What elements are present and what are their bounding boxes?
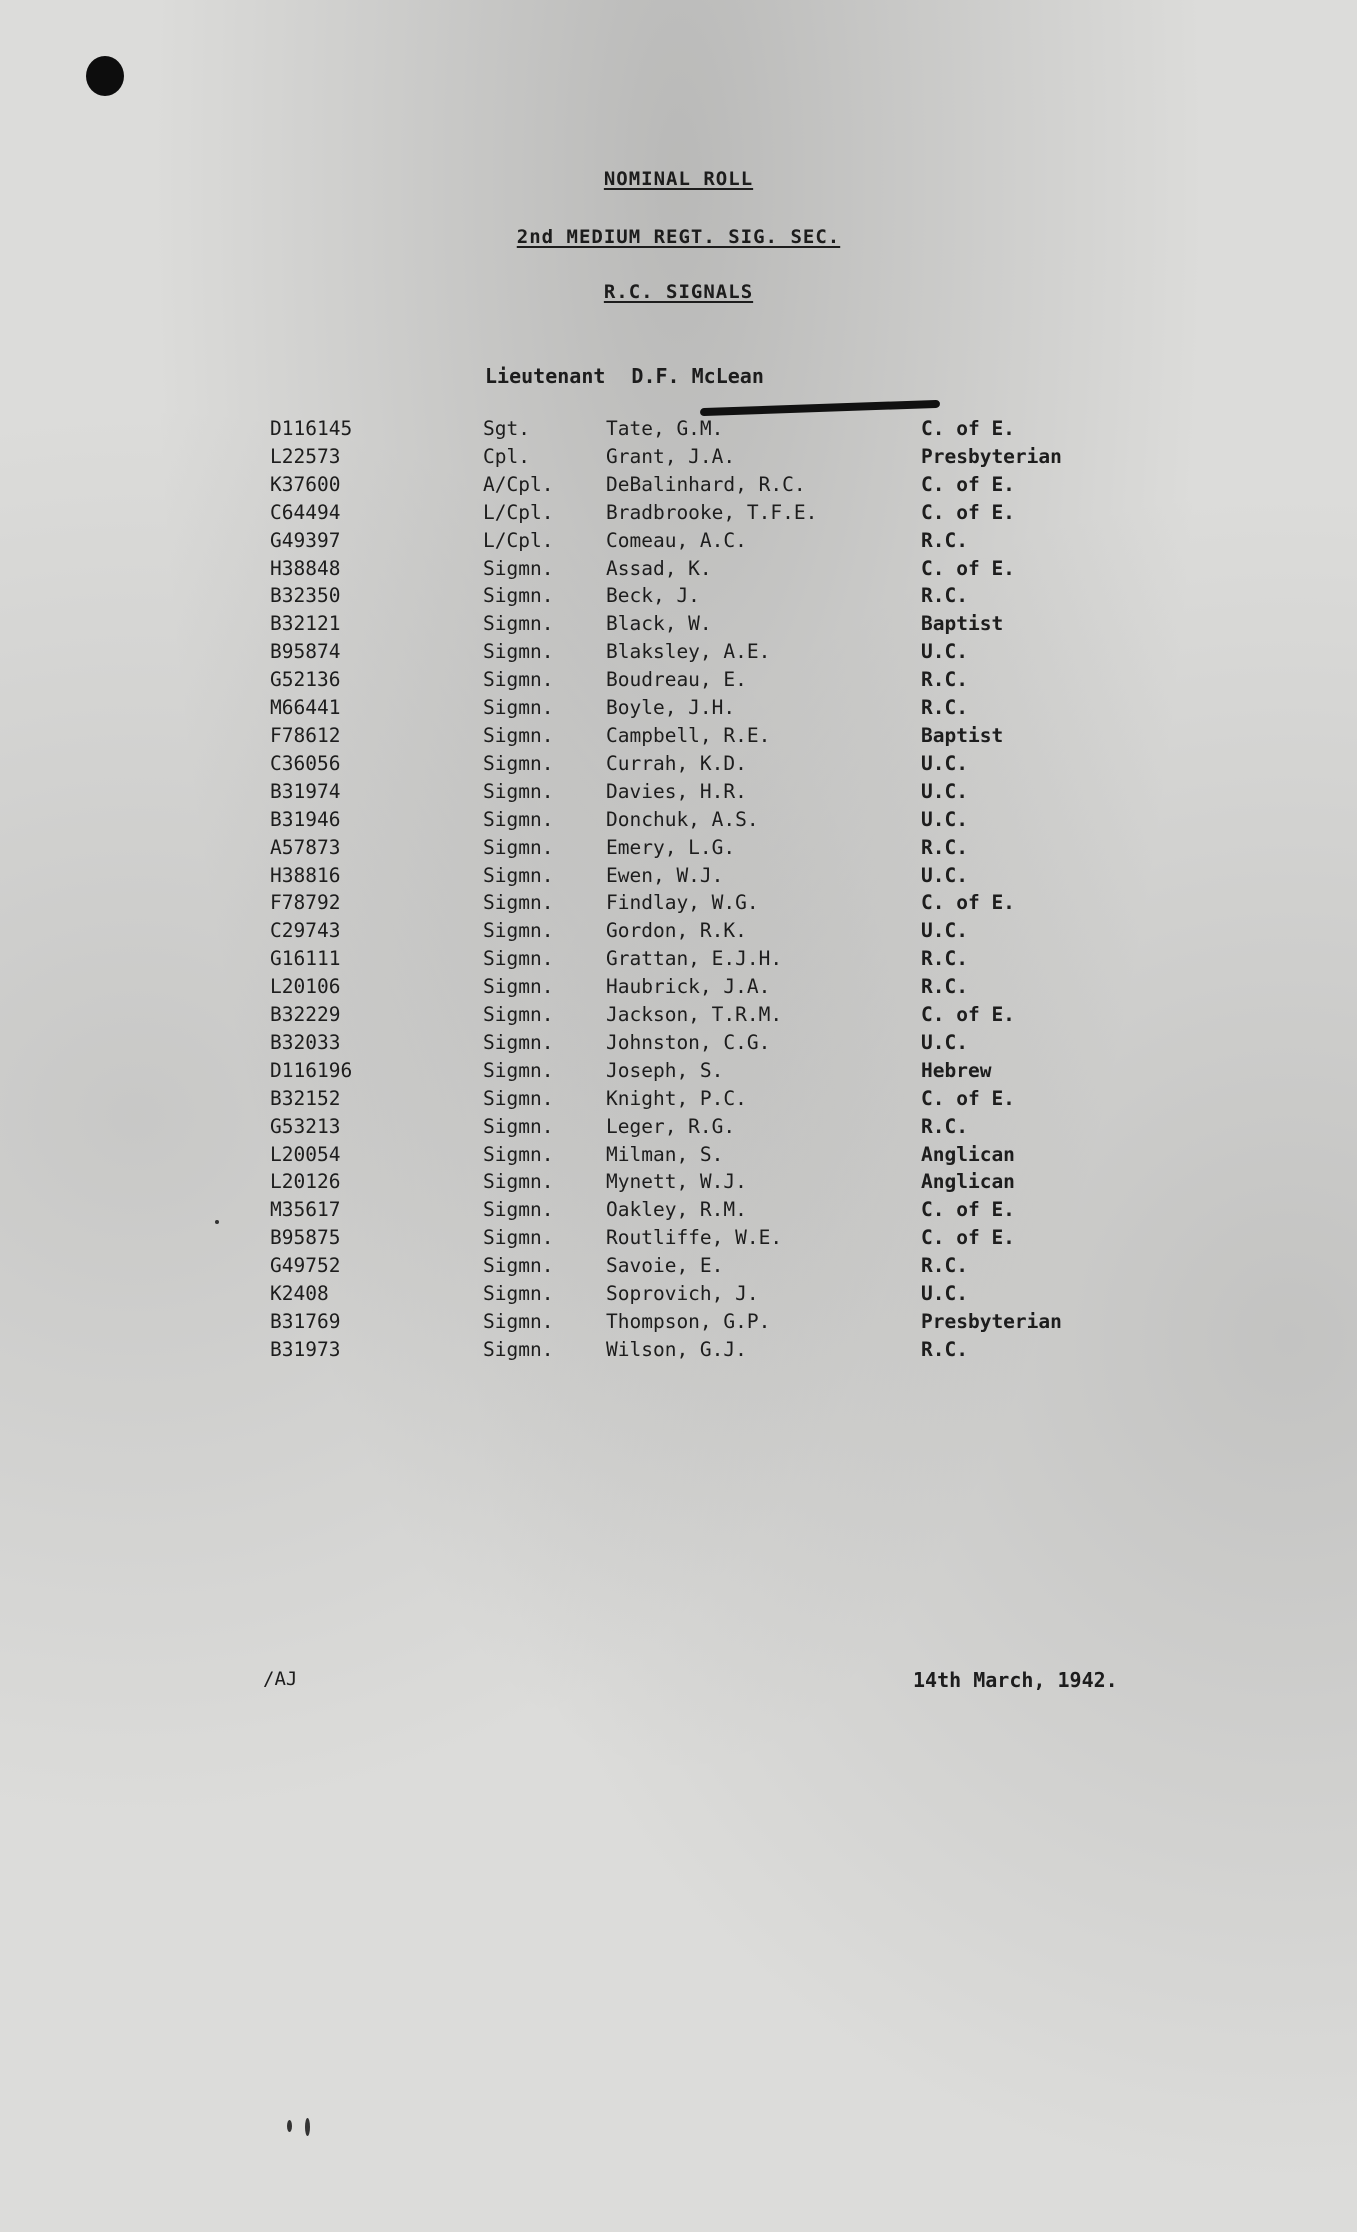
rank: Sigmn.	[483, 863, 554, 887]
service-number: G53213	[270, 1114, 341, 1138]
roll-row	[270, 1141, 1130, 1169]
rank: Sigmn.	[483, 584, 554, 608]
rank: Sigmn.	[483, 1142, 554, 1166]
service-number: D116196	[270, 1058, 353, 1082]
member-name: Ewen, W.J.	[606, 863, 724, 887]
religion: U.C.	[921, 863, 968, 887]
member-name: Mynett, W.J.	[606, 1170, 747, 1194]
rank: L/Cpl.	[483, 500, 554, 524]
ink-speck	[215, 1220, 219, 1224]
roll-row	[270, 1224, 1130, 1252]
member-name: Savoie, E.	[606, 1254, 724, 1278]
roll-row	[270, 527, 1130, 555]
religion: U.C.	[921, 807, 968, 831]
service-number: G16111	[270, 947, 341, 971]
member-name: Blaksley, A.E.	[606, 640, 771, 664]
member-name: Assad, K.	[606, 556, 712, 580]
roll-row	[270, 1001, 1130, 1029]
roll-row	[270, 610, 1130, 638]
service-number: M35617	[270, 1198, 341, 1222]
member-name: Jackson, T.R.M.	[606, 1003, 783, 1027]
religion: C. of E.	[921, 500, 1015, 524]
service-number: G49397	[270, 528, 341, 552]
officer-line	[485, 364, 764, 388]
religion: R.C.	[921, 1114, 968, 1138]
religion: C. of E.	[921, 891, 1015, 915]
member-name: Grant, J.A.	[606, 444, 736, 468]
service-number: B95874	[270, 640, 341, 664]
rank: Sigmn.	[483, 1030, 554, 1054]
rank: Sigmn.	[483, 1198, 554, 1222]
unit-name: R.C. SIGNALS	[603, 281, 754, 303]
religion: R.C.	[921, 947, 968, 971]
member-name: Campbell, R.E.	[606, 723, 771, 747]
rank: Sigmn.	[483, 640, 554, 664]
religion: C. of E.	[921, 1086, 1015, 1110]
ink-smudge	[287, 2120, 292, 2132]
service-number: C36056	[270, 751, 341, 775]
rank: Sigmn.	[483, 696, 554, 720]
rank: Sigmn.	[483, 1170, 554, 1194]
member-name: Black, W.	[606, 612, 712, 636]
document-subtitle: 2nd MEDIUM REGT. SIG. SEC.	[516, 226, 841, 248]
service-number: B31946	[270, 807, 341, 831]
rank: Sigmn.	[483, 1310, 554, 1333]
religion: R.C.	[921, 584, 968, 608]
roll-row	[270, 1280, 1130, 1308]
service-number: L20126	[270, 1170, 341, 1194]
service-number: H38816	[270, 863, 341, 887]
religion: U.C.	[921, 1030, 968, 1054]
member-name: Davies, H.R.	[606, 779, 747, 803]
member-name: Joseph, S.	[606, 1058, 724, 1082]
religion: R.C.	[921, 1337, 968, 1361]
roll-row	[270, 862, 1130, 890]
religion: Hebrew	[921, 1058, 992, 1082]
member-name: Comeau, A.C.	[606, 528, 747, 552]
member-name: Emery, L.G.	[606, 835, 736, 859]
roll-row	[270, 945, 1130, 973]
rank: Sigmn.	[483, 835, 554, 859]
roll-row	[270, 889, 1130, 917]
rank: A/Cpl.	[483, 472, 554, 496]
service-number: B32229	[270, 1003, 341, 1027]
officer-name: D.F. McLean	[631, 364, 764, 388]
service-number: B32350	[270, 584, 341, 608]
member-name: Thompson, G.P.	[606, 1310, 771, 1333]
rank: Sigmn.	[483, 947, 554, 971]
member-name: Soprovich, J.	[606, 1282, 759, 1306]
rank: Sigmn.	[483, 556, 554, 580]
roll-row	[270, 806, 1130, 834]
roll-row	[270, 499, 1130, 527]
document-date: 14th March, 1942.	[913, 1668, 1118, 1692]
member-name: Currah, K.D.	[606, 751, 747, 775]
service-number: H38848	[270, 556, 341, 580]
roll-row	[270, 1085, 1130, 1113]
religion: Presbyterian	[921, 444, 1062, 468]
religion: C. of E.	[921, 1226, 1015, 1250]
service-number: B32121	[270, 612, 341, 636]
religion: C. of E.	[921, 472, 1015, 496]
roll-row	[270, 582, 1130, 610]
roll-row	[270, 834, 1130, 862]
service-number: K37600	[270, 472, 341, 496]
service-number: G52136	[270, 668, 341, 692]
member-name: Leger, R.G.	[606, 1114, 736, 1138]
member-name: Grattan, E.J.H.	[606, 947, 783, 971]
rank: Sigmn.	[483, 1254, 554, 1278]
religion: U.C.	[921, 779, 968, 803]
service-number: F78792	[270, 891, 341, 915]
member-name: Knight, P.C.	[606, 1086, 747, 1110]
rank: Sigmn.	[483, 1003, 554, 1027]
roll-row	[270, 666, 1130, 694]
roll-row	[270, 1308, 1130, 1336]
religion: R.C.	[921, 835, 968, 859]
religion: C. of E.	[921, 556, 1015, 580]
roll-row	[270, 1113, 1130, 1141]
service-number: B95875	[270, 1226, 341, 1250]
roll-row	[270, 973, 1130, 1001]
member-name: Bradbrooke, T.F.E.	[606, 500, 818, 524]
rank: Sigmn.	[483, 668, 554, 692]
member-name: Milman, S.	[606, 1142, 724, 1166]
rank: Sigmn.	[483, 779, 554, 803]
ink-smudge	[305, 2118, 310, 2136]
rank: Sigmn.	[483, 1337, 554, 1361]
religion: R.C.	[921, 1254, 968, 1278]
member-name: Findlay, W.G.	[606, 891, 759, 915]
religion: R.C.	[921, 975, 968, 999]
member-name: Boudreau, E.	[606, 668, 747, 692]
roll-row	[270, 1196, 1130, 1224]
service-number: L20054	[270, 1142, 341, 1166]
service-number: B32033	[270, 1030, 341, 1054]
typist-initials: /AJ	[263, 1668, 298, 1690]
roll-row	[270, 471, 1130, 499]
service-number: B31974	[270, 779, 341, 803]
roll-row	[270, 443, 1130, 471]
rank: Sgt.	[483, 417, 530, 440]
roll-row	[270, 1057, 1130, 1085]
roll-row	[270, 638, 1130, 666]
religion: U.C.	[921, 751, 968, 775]
rank: Sigmn.	[483, 975, 554, 999]
roll-row	[270, 1336, 1130, 1364]
rank: Sigmn.	[483, 612, 554, 636]
roll-row	[270, 917, 1130, 945]
religion: Baptist	[921, 612, 1004, 636]
religion: R.C.	[921, 696, 968, 720]
religion: U.C.	[921, 919, 968, 943]
member-name: Haubrick, J.A.	[606, 975, 771, 999]
officer-rank: Lieutenant	[485, 364, 606, 388]
rank: Cpl.	[483, 444, 530, 468]
member-name: Routliffe, W.E.	[606, 1226, 783, 1250]
nominal-roll-table	[270, 415, 1130, 1364]
rank: Sigmn.	[483, 723, 554, 747]
member-name: Johnston, C.G.	[606, 1030, 771, 1054]
rank: Sigmn.	[483, 1086, 554, 1110]
member-name: Beck, J.	[606, 584, 700, 608]
rank: Sigmn.	[483, 751, 554, 775]
service-number: D116145	[270, 417, 353, 440]
member-name: Gordon, R.K.	[606, 919, 747, 943]
roll-row	[270, 415, 1130, 443]
service-number: C64494	[270, 500, 341, 524]
roll-row	[270, 750, 1130, 778]
service-number: M66441	[270, 696, 341, 720]
document-title: NOMINAL ROLL	[603, 168, 754, 190]
rank: L/Cpl.	[483, 528, 554, 552]
rank: Sigmn.	[483, 1058, 554, 1082]
religion: C. of E.	[921, 417, 1015, 440]
roll-row	[270, 555, 1130, 583]
member-name: Boyle, J.H.	[606, 696, 736, 720]
religion: Baptist	[921, 723, 1004, 747]
roll-row	[270, 778, 1130, 806]
service-number: G49752	[270, 1254, 341, 1278]
religion: Presbyterian	[921, 1310, 1062, 1333]
punch-hole	[86, 56, 124, 96]
religion: Anglican	[921, 1170, 1015, 1194]
rank: Sigmn.	[483, 1282, 554, 1306]
religion: R.C.	[921, 528, 968, 552]
member-name: DeBalinhard, R.C.	[606, 472, 806, 496]
member-name: Tate, G.M.	[606, 417, 724, 440]
roll-row	[270, 1252, 1130, 1280]
roll-row	[270, 1168, 1130, 1196]
member-name: Oakley, R.M.	[606, 1198, 747, 1222]
service-number: K2408	[270, 1282, 329, 1306]
religion: R.C.	[921, 668, 968, 692]
religion: U.C.	[921, 640, 968, 664]
rank: Sigmn.	[483, 891, 554, 915]
religion: U.C.	[921, 1282, 968, 1306]
roll-row	[270, 1029, 1130, 1057]
ink-mark	[700, 400, 940, 416]
religion: Anglican	[921, 1142, 1015, 1166]
service-number: L22573	[270, 444, 341, 468]
service-number: B31769	[270, 1310, 341, 1333]
religion: C. of E.	[921, 1003, 1015, 1027]
member-name: Wilson, G.J.	[606, 1337, 747, 1361]
member-name: Donchuk, A.S.	[606, 807, 759, 831]
service-number: A57873	[270, 835, 341, 859]
service-number: C29743	[270, 919, 341, 943]
religion: C. of E.	[921, 1198, 1015, 1222]
service-number: B31973	[270, 1337, 341, 1361]
roll-row	[270, 722, 1130, 750]
rank: Sigmn.	[483, 1226, 554, 1250]
roll-row	[270, 694, 1130, 722]
rank: Sigmn.	[483, 807, 554, 831]
rank: Sigmn.	[483, 1114, 554, 1138]
service-number: L20106	[270, 975, 341, 999]
service-number: B32152	[270, 1086, 341, 1110]
service-number: F78612	[270, 723, 341, 747]
rank: Sigmn.	[483, 919, 554, 943]
